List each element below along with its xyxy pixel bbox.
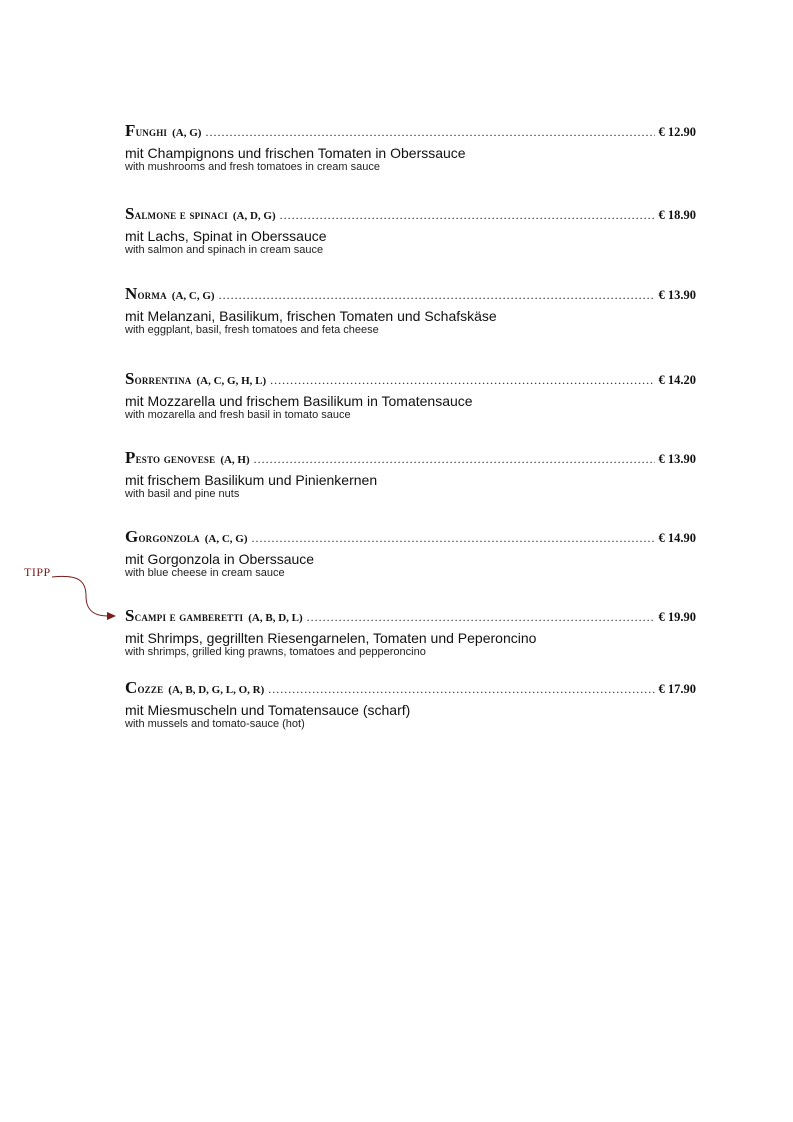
allergen-codes: (A, C, G, H, L): [196, 375, 267, 387]
dish-price: € 13.90: [658, 452, 696, 466]
menu-item-gorgonzola: [125, 527, 696, 580]
dish-price: € 17.90: [658, 682, 696, 696]
description-english: with mushrooms and fresh tomatoes in cream sauce: [125, 161, 380, 173]
dish-title-line: [125, 121, 696, 141]
dish-title-line: [125, 448, 696, 468]
allergen-codes: (A, C, G): [204, 533, 248, 545]
description-english: with blue cheese in cream sauce: [125, 567, 285, 579]
description-german: mit Shrimps, gegrillten Riesengarnelen, Tomaten und Peperoncino: [125, 630, 537, 646]
dot-leader: [280, 208, 655, 223]
dish-price: € 18.90: [658, 208, 696, 222]
allergen-codes: (A, D, G): [232, 210, 276, 222]
dot-leader: [219, 288, 655, 303]
menu-item-norma: [125, 284, 696, 337]
dish-title-line: [125, 527, 696, 547]
dot-leader: [270, 373, 654, 388]
menu-item-pesto-genovese: [125, 448, 696, 501]
description-english: with eggplant, basil, fresh tomatoes and feta cheese: [125, 324, 379, 336]
description-english: with mussels and tomato-sauce (hot): [125, 718, 305, 730]
description-english: with mozarella and fresh basil in tomato sauce: [125, 409, 351, 421]
dish-title-line: [125, 606, 696, 626]
description-english: with salmon and spinach in cream sauce: [125, 244, 324, 256]
dish-name: Norma: [125, 284, 167, 303]
tipp-arrow-icon: [50, 572, 120, 624]
description-german: mit Mozzarella und frischem Basilikum in Tomatensauce: [125, 393, 473, 409]
menu-item-salmone-e-spinaci: [125, 204, 696, 257]
menu-item-cozze: [125, 678, 696, 731]
dish-name: Salmone e spinaci: [125, 204, 228, 223]
dish-price: € 14.90: [658, 531, 696, 545]
dish-name: Gorgonzola: [125, 527, 200, 546]
allergen-codes: (A, C, G): [171, 290, 215, 302]
description-german: mit Gorgonzola in Oberssauce: [125, 551, 315, 567]
allergen-codes: (A, B, D, L): [248, 612, 303, 624]
dish-name: Scampi e gamberetti: [125, 606, 244, 625]
allergen-codes: (A, B, D, G, L, O, R): [168, 684, 265, 696]
dish-price: € 12.90: [658, 125, 696, 139]
dot-leader: [205, 125, 654, 140]
dish-title-line: [125, 369, 696, 389]
description-english: with shrimps, grilled king prawns, tomatoes and pepperoncino: [125, 646, 426, 658]
dish-price: € 13.90: [658, 288, 696, 302]
dish-price: € 14.20: [658, 373, 696, 387]
description-english: with basil and pine nuts: [125, 488, 240, 500]
description-german: mit Miesmuscheln und Tomatensauce (scharf): [125, 702, 411, 718]
dish-title-line: [125, 284, 696, 304]
dish-name: Cozze: [125, 678, 164, 697]
description-german: mit Lachs, Spinat in Oberssauce: [125, 228, 327, 244]
description-german: mit Melanzani, Basilikum, frischen Tomaten und Schafskäse: [125, 308, 497, 324]
menu-item-sorrentina: [125, 369, 696, 422]
menu-item-scampi-e-gamberetti: [125, 606, 696, 659]
description-german: mit Champignons und frischen Tomaten in Oberssauce: [125, 145, 466, 161]
menu-item-funghi: [125, 121, 696, 174]
dot-leader: [307, 610, 655, 625]
dish-title-line: [125, 204, 696, 224]
allergen-codes: (A, G): [172, 127, 202, 139]
dish-name: Funghi: [125, 121, 168, 140]
dish-name: Sorrentina: [125, 369, 192, 388]
tipp-label: TIPP: [24, 565, 51, 579]
dot-leader: [268, 682, 654, 697]
description-german: mit frischem Basilikum und Pinienkernen: [125, 472, 378, 488]
dish-price: € 19.90: [658, 610, 696, 624]
dish-title-line: [125, 678, 696, 698]
dot-leader: [254, 452, 655, 467]
allergen-codes: (A, H): [220, 454, 250, 466]
dish-name: Pesto genovese: [125, 448, 216, 467]
dot-leader: [252, 531, 655, 546]
